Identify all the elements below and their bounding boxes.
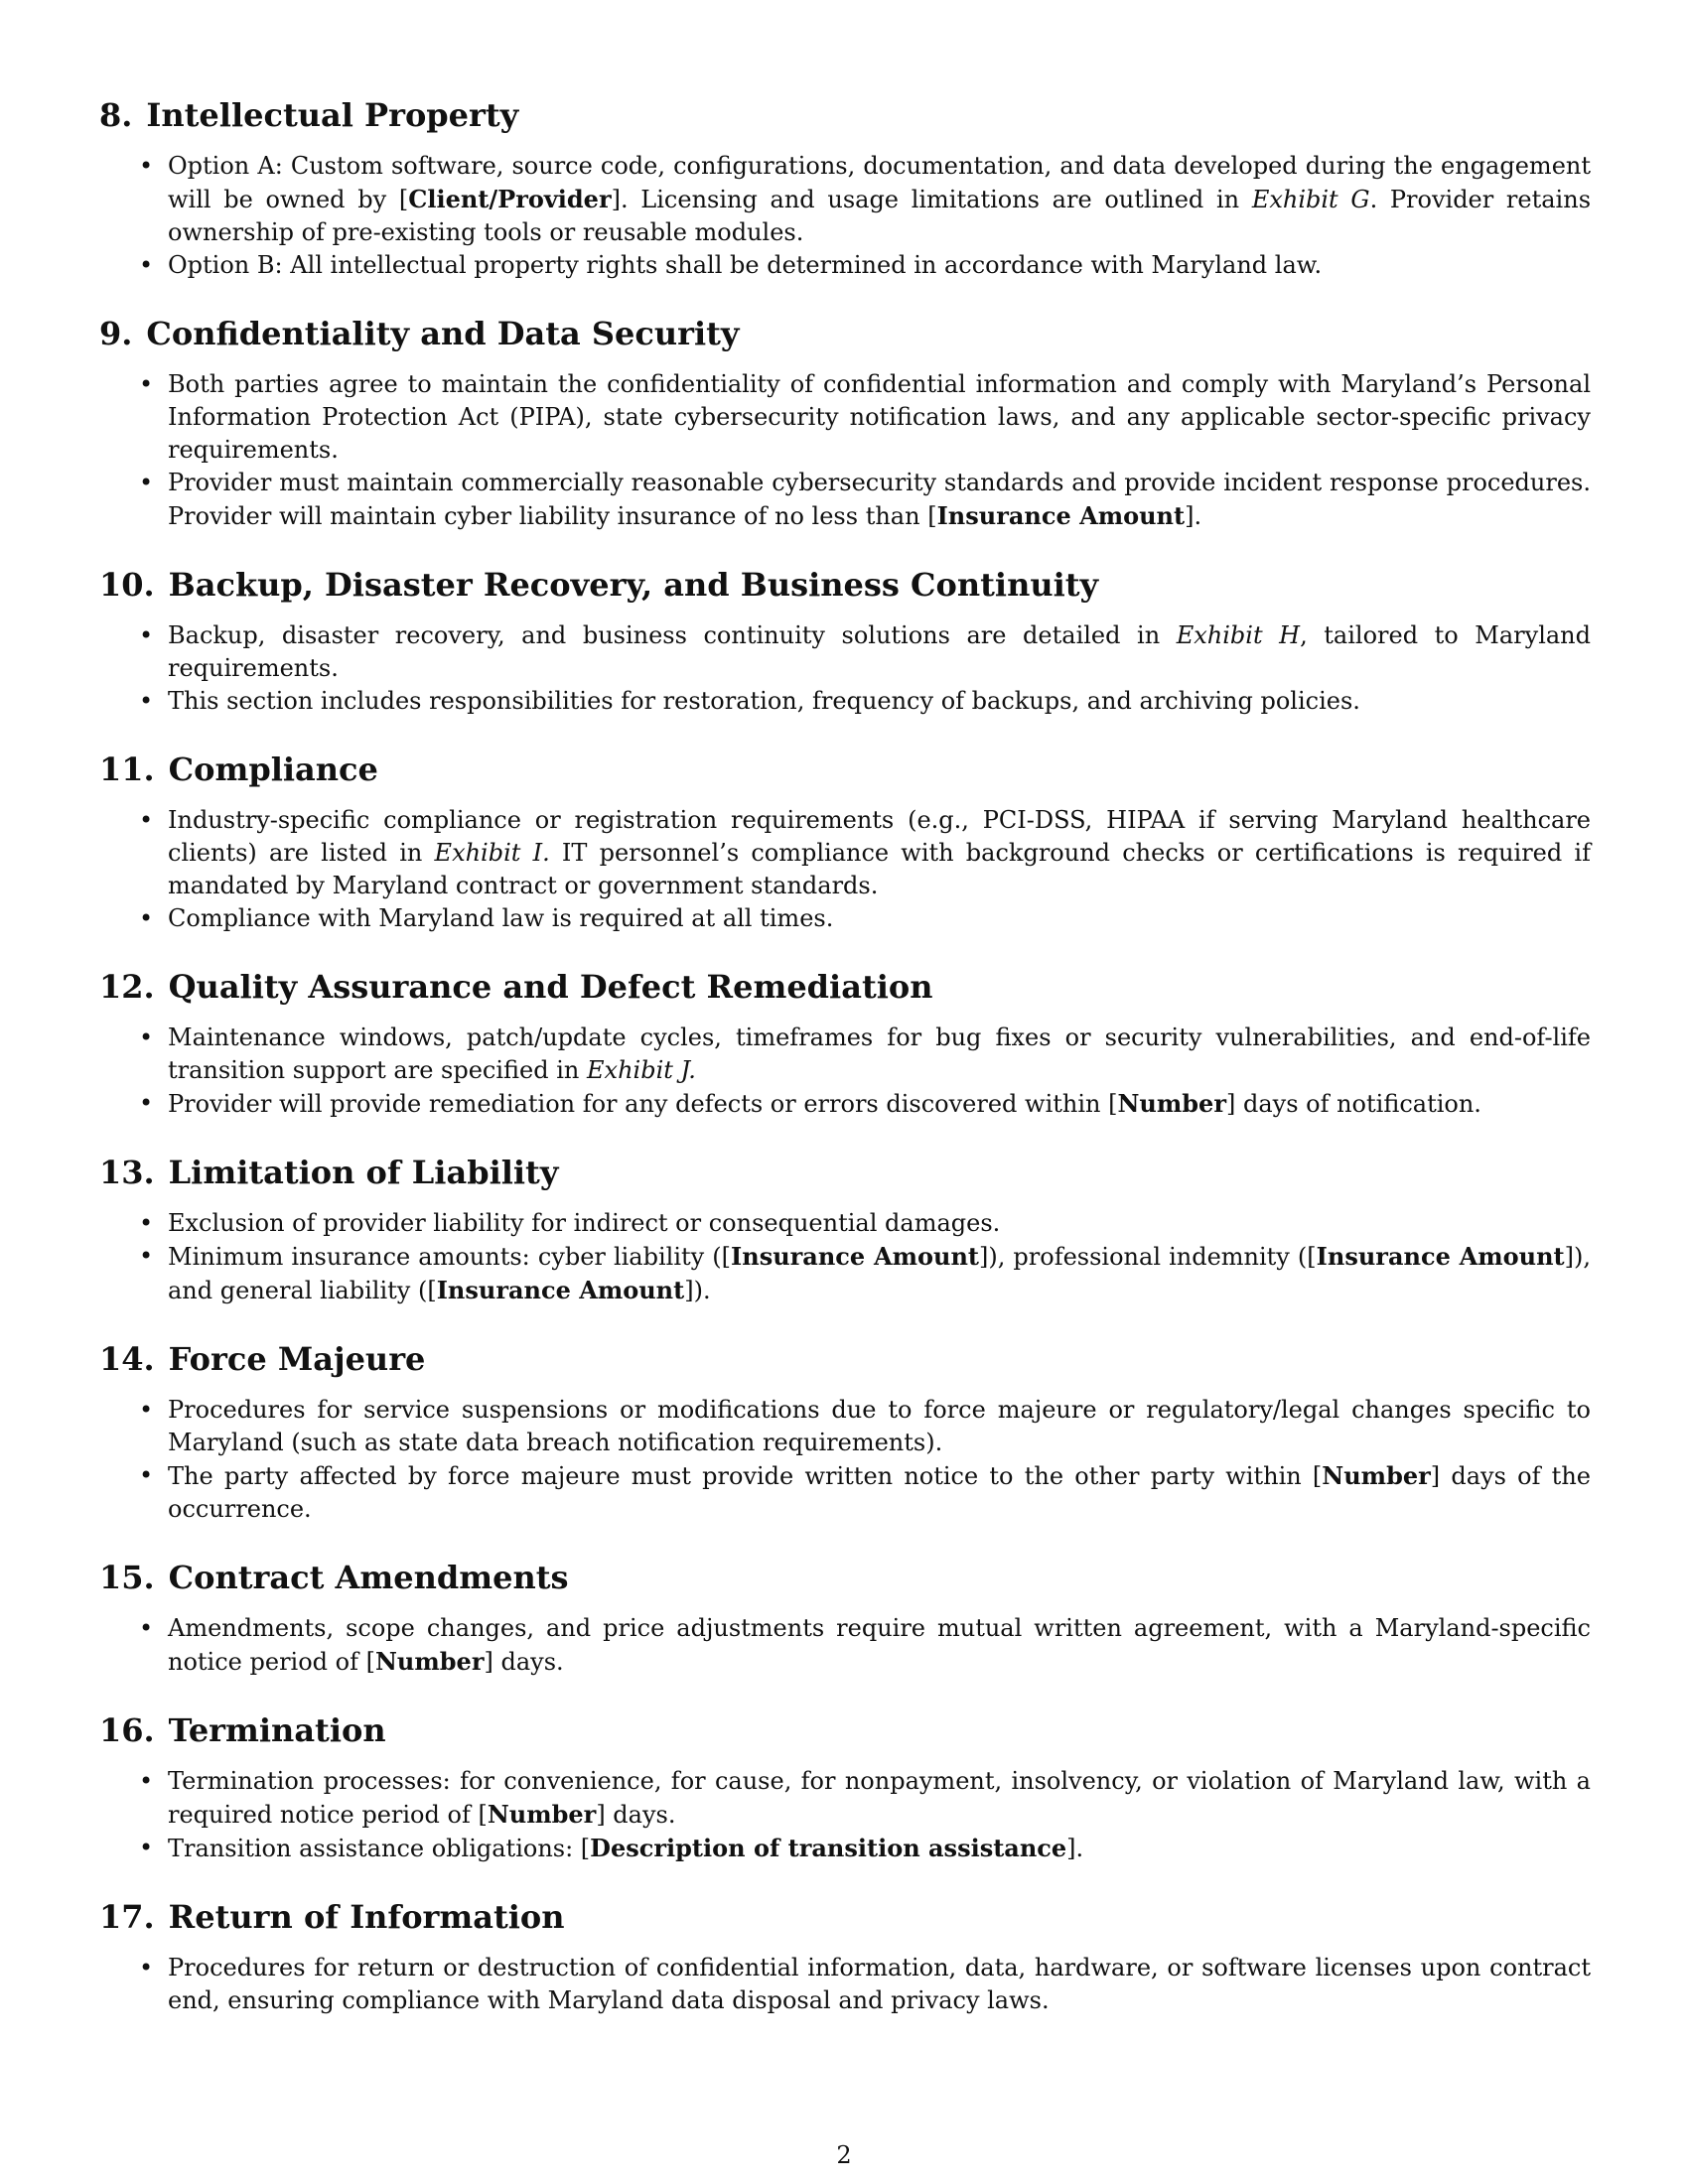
document-page (99, 97, 1591, 2051)
bullet-list (99, 1207, 1591, 1307)
bullet-item (99, 1207, 1591, 1240)
body-text: Termination processes: for convenience, for cause, for nonpayment, insolvency, or violation of Maryland law, with a required notice period of [ (168, 1767, 1591, 1829)
section (99, 1899, 1591, 2017)
body-text: Backup, disaster recovery, and business continuity solutions are detailed in (168, 621, 1177, 649)
body-text: [ (398, 186, 409, 213)
section-heading (99, 751, 1591, 787)
bullet-item (99, 1394, 1591, 1459)
section-number: 12. (99, 968, 155, 1006)
body-text: Option B: All intellectual property rights shall be determined in accordance with Maryland law. (168, 251, 1323, 279)
bullet-list (99, 368, 1591, 533)
section-heading (99, 1341, 1591, 1377)
bullet-item (99, 150, 1591, 249)
section-number: 14. (99, 1340, 155, 1378)
bullet-list (99, 1394, 1591, 1526)
bullet-list (99, 150, 1591, 282)
bullet-item (99, 1022, 1591, 1087)
body-text: ]. (1185, 502, 1202, 530)
section-heading (99, 567, 1591, 603)
bullet-item (99, 902, 1591, 935)
section-title: Backup, Disaster Recovery, and Business Continuity (168, 566, 1099, 604)
body-text: IT personnel’s compliance with background checks or certifications is required if mandated by Maryland contract or government standards. (168, 839, 1591, 899)
body-text: Procedures for service suspensions or modifications due to force majeure or regulatory/legal changes specific to Maryland (such as state data breach notification requirements). (168, 1396, 1591, 1456)
section (99, 567, 1591, 718)
body-text: ]). (684, 1277, 711, 1304)
section-title: Quality Assurance and Defect Remediation (168, 968, 933, 1006)
section (99, 97, 1591, 282)
section-number: 10. (99, 566, 155, 604)
section-heading (99, 969, 1591, 1005)
body-text: This section includes responsibilities for restoration, frequency of backups, and archiving policies. (168, 687, 1360, 715)
section-number: 8. (99, 96, 133, 134)
bullet-item (99, 619, 1591, 685)
body-text: ]), and general liability ([ (168, 1243, 1592, 1304)
bullet-item (99, 804, 1591, 902)
section (99, 1712, 1591, 1865)
body-text: Compliance with Maryland law is required at all times. (168, 904, 834, 932)
section-number: 11. (99, 751, 155, 788)
placeholder-text: Insurance Amount (436, 1276, 685, 1304)
section-title: Contract Amendments (168, 1559, 569, 1596)
body-text: ] days. (596, 1801, 676, 1829)
body-text: Provider must maintain commercially reasonable cybersecurity standards and provide incident response procedures. Provider will maintain cyber liability insurance of no less than [ (168, 469, 1591, 530)
bullet-item (99, 1832, 1591, 1865)
exhibit-reference: Exhibit J. (587, 1056, 696, 1084)
bullet-item (99, 1087, 1591, 1121)
section-heading (99, 1560, 1591, 1595)
body-text: , tailored to Maryland requirements. (168, 621, 1591, 682)
exhibit-reference: Exhibit H (1176, 621, 1301, 649)
section (99, 1155, 1591, 1307)
section-heading (99, 97, 1591, 133)
body-text: Option A: Custom software, source code, configurations, documentation, and data developed during the engagement will be owned by (168, 152, 1591, 213)
body-text: Amendments, scope changes, and price adjustments require mutual written agreement, with a Maryland-specific notice period of [ (168, 1614, 1591, 1676)
body-text: ] days of notification. (1225, 1090, 1481, 1118)
section-number: 16. (99, 1711, 155, 1749)
section-title: Compliance (168, 751, 378, 788)
section (99, 969, 1591, 1121)
bullet-item (99, 1765, 1591, 1832)
section-title: Confidentiality and Data Security (146, 315, 740, 352)
body-text: ]. (1066, 1835, 1084, 1862)
body-text: . Provider retains ownership of pre-existing tools or reusable modules. (168, 186, 1592, 246)
placeholder-text: Insurance Amount (731, 1242, 979, 1271)
exhibit-reference: Exhibit G (1251, 186, 1370, 213)
bullet-list (99, 619, 1591, 718)
body-text: ] (611, 186, 621, 213)
bullet-list (99, 1765, 1591, 1865)
placeholder-text: Number (1117, 1089, 1226, 1118)
section-heading (99, 1155, 1591, 1190)
bullet-item (99, 1459, 1591, 1526)
section-number: 15. (99, 1559, 155, 1596)
section-number: 17. (99, 1898, 155, 1936)
body-text: Both parties agree to maintain the confidentiality of confidential information and comply with Maryland’s Personal Information Protection Act (PIPA), state cybersecurity notification laws, and any applicable sector-specific privacy requirements. (168, 370, 1591, 464)
bullet-item (99, 467, 1591, 533)
placeholder-text: Number (487, 1800, 597, 1829)
section (99, 316, 1591, 533)
section-heading (99, 316, 1591, 351)
section-title: Limitation of Liability (168, 1154, 559, 1191)
body-text: ]), professional indemnity ([ (979, 1243, 1317, 1271)
placeholder-text: Number (374, 1647, 485, 1676)
section-heading (99, 1899, 1591, 1935)
body-text: ] days of the occurrence. (168, 1462, 1591, 1523)
body-text: Transition assistance obligations: [ (168, 1835, 591, 1862)
section-title: Intellectual Property (146, 96, 519, 134)
bullet-item (99, 685, 1591, 718)
section-title: Return of Information (168, 1898, 565, 1936)
section (99, 751, 1591, 935)
placeholder-text: Client/Provider (408, 185, 612, 213)
body-text: Procedures for return or destruction of confidential information, data, hardware, or software licenses upon contract end, ensuring compliance with Maryland data disposal and privacy laws. (168, 1954, 1591, 2014)
body-text: . Licensing and usage limitations are outlined in (620, 186, 1252, 213)
placeholder-text: Insurance Amount (1316, 1242, 1565, 1271)
section-title: Termination (168, 1711, 386, 1749)
bullet-item (99, 1952, 1591, 2017)
page-number: 2 (836, 2141, 852, 2169)
body-text: Maintenance windows, patch/update cycles, timeframes for bug fixes or security vulnerabilities, and end-of-life transition support are specified in (168, 1024, 1591, 1084)
bullet-item (99, 368, 1591, 467)
body-text: Exclusion of provider liability for indirect or consequential damages. (168, 1209, 1001, 1237)
body-text: The party affected by force majeure must provide written notice to the other party within [ (168, 1462, 1323, 1490)
bullet-list (99, 1612, 1591, 1679)
body-text: ] days. (484, 1648, 564, 1676)
body-text: Industry-specific compliance or registration requirements (e.g., PCI-DSS, HIPAA if serving Maryland healthcare clients) are listed in (168, 806, 1591, 867)
section-title: Force Majeure (168, 1340, 426, 1378)
bullet-item (99, 249, 1591, 282)
section (99, 1560, 1591, 1679)
section-number: 9. (99, 315, 133, 352)
section (99, 1341, 1591, 1526)
bullet-list (99, 804, 1591, 935)
section-heading (99, 1712, 1591, 1748)
exhibit-reference: Exhibit I. (434, 839, 550, 867)
placeholder-text: Number (1322, 1461, 1431, 1490)
bullet-item (99, 1612, 1591, 1679)
body-text: Provider will provide remediation for any defects or errors discovered within [ (168, 1090, 1118, 1118)
bullet-item (99, 1240, 1591, 1307)
placeholder-text: Insurance Amount (936, 501, 1186, 530)
bullet-list (99, 1022, 1591, 1121)
bullet-list (99, 1952, 1591, 2017)
section-number: 13. (99, 1154, 155, 1191)
body-text: Minimum insurance amounts: cyber liability ([ (168, 1243, 732, 1271)
placeholder-text: Description of transition assistance (590, 1834, 1067, 1862)
